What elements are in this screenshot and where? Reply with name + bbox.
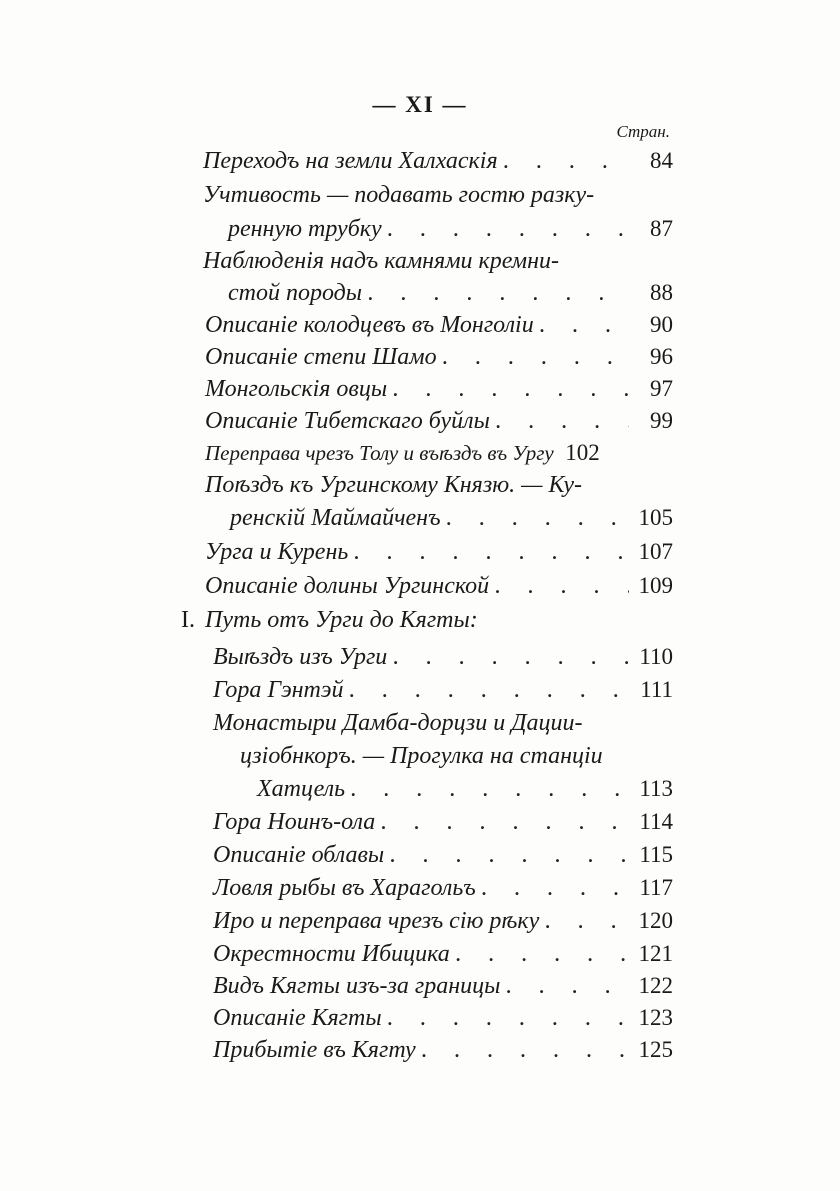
toc-entry-title: Окрестности Ибицика [213, 941, 450, 967]
toc-leader-dots [504, 145, 629, 179]
toc-entry-page: 120 [638, 908, 673, 933]
toc-leader-dots [545, 905, 629, 939]
toc-entry-title: Гора Гэнтэй [213, 677, 344, 703]
toc-entry-title: Описаніе степи Шамо [205, 344, 437, 370]
toc-entry-page: 84 [650, 148, 673, 173]
toc-entry-page: 105 [638, 505, 673, 530]
toc-leader-dots [390, 839, 629, 873]
toc-entry[interactable] [213, 838, 673, 872]
toc-leader-dots [422, 1034, 629, 1068]
toc-leader-dots [393, 373, 629, 407]
toc-leader-dots [456, 938, 629, 972]
toc-entry-page: 110 [639, 644, 673, 669]
toc-entry-title: Наблюденія надъ камнями кремни- [203, 248, 560, 274]
toc-entry[interactable] [213, 937, 673, 971]
toc-entry-title: Поѣздъ къ Ургинскому Князю. — Ку- [205, 472, 583, 498]
toc-section-heading[interactable] [181, 603, 673, 637]
toc-entry[interactable] [205, 569, 673, 603]
toc-entry-page: 123 [638, 1005, 673, 1030]
toc-entry-page: 117 [639, 875, 673, 900]
toc-entry-page: 111 [640, 677, 673, 702]
toc-entry-page: 125 [638, 1037, 673, 1062]
toc-entry-title: Выѣздъ изъ Урги [213, 644, 388, 670]
toc-entry[interactable] [205, 308, 673, 342]
toc-entry-title: Ловля рыбы въ Харагольъ [213, 875, 476, 901]
toc-leader-dots [482, 872, 629, 906]
toc-entry-title: стой породы [228, 280, 363, 306]
toc-entry-title: Иро и переправа чрезъ сію рѣку [213, 908, 540, 934]
toc-entry[interactable] [228, 276, 673, 310]
toc-entry-page: 87 [650, 216, 673, 241]
toc-leader-dots [349, 674, 629, 708]
toc-leader-dots [354, 536, 629, 570]
toc-entry-page: 115 [639, 842, 673, 867]
toc-entry-title: Прибытіе въ Кягту [213, 1037, 416, 1063]
toc-entry-title: ренскій Маймайченъ [230, 505, 441, 531]
toc-leader-dots [443, 341, 629, 375]
toc-leader-dots [495, 570, 629, 604]
section-numeral: I. [181, 607, 195, 633]
toc-entry-page: 107 [638, 539, 673, 564]
toc-entry-page: 96 [650, 344, 673, 369]
toc-entry-page: 97 [650, 376, 673, 401]
toc-entry-title: Переправа чрезъ Толу и въѣздъ въ Ургу [205, 441, 554, 465]
toc-entry-page: 114 [639, 809, 673, 834]
toc-entry-title: Видъ Кягты изъ-за границы [213, 973, 501, 999]
toc-entry-page: 102 [565, 440, 600, 465]
toc-entry[interactable] [213, 805, 673, 839]
page-number-header: — XI — [372, 92, 468, 117]
toc-entry-page: 88 [650, 280, 673, 305]
toc-entry-title: Урга и Курень [205, 539, 349, 565]
toc-entry[interactable] [205, 340, 673, 374]
toc-leader-dots [496, 405, 629, 439]
toc-entry-title: ренную трубку [228, 216, 382, 242]
toc-entry[interactable] [205, 372, 673, 406]
toc-entry-title: Монастыри Дамба-дорцзи и Дации- [213, 710, 583, 736]
toc-entry[interactable] [240, 739, 673, 773]
toc-entry[interactable] [230, 501, 673, 535]
toc-entry[interactable] [203, 144, 673, 178]
toc-entry[interactable] [213, 969, 673, 1003]
toc-entry[interactable] [213, 1033, 673, 1067]
toc-leader-dots [447, 502, 629, 536]
toc-leader-dots [368, 277, 629, 311]
toc-entry-title: Описаніе облавы [213, 842, 385, 868]
toc-entry-title: Путь отъ Урги до Кягты: [205, 607, 478, 633]
toc-entry[interactable] [213, 904, 673, 938]
toc-entry[interactable] [213, 706, 673, 740]
page-column-label: Стран. [616, 122, 670, 141]
toc-entry-title: Учтивость — подавать гостю разку- [203, 182, 595, 208]
toc-entry-page: 90 [650, 312, 673, 337]
toc-entry-title: Хатцель [257, 776, 346, 802]
toc-entry[interactable] [257, 772, 673, 806]
toc-entry-page: 113 [639, 776, 673, 801]
toc-leader-dots [381, 806, 629, 840]
toc-entry[interactable] [213, 871, 673, 905]
toc-entry-title: Описаніе Кягты [213, 1005, 382, 1031]
toc-entry[interactable] [205, 436, 673, 470]
toc-leader-dots [393, 641, 629, 675]
toc-leader-dots [388, 1002, 629, 1036]
toc-entry[interactable] [213, 673, 673, 707]
toc-leader-dots [351, 773, 629, 807]
toc-entry[interactable] [203, 244, 673, 278]
toc-entry-page: 99 [650, 408, 673, 433]
toc-entry-page: 122 [638, 973, 673, 998]
toc-entry[interactable] [228, 212, 673, 246]
toc-entry[interactable] [205, 404, 673, 438]
toc-entry-title: цзіобнкоръ. — Прогулка на станціи [240, 743, 603, 769]
toc-leader-dots [506, 970, 629, 1004]
toc-entry-page: 121 [638, 941, 673, 966]
toc-entry[interactable] [205, 468, 673, 502]
toc-entry-page: 109 [638, 573, 673, 598]
toc-entry[interactable] [213, 640, 673, 674]
toc-entry-title: Гора Ноинъ-ола [213, 809, 376, 835]
toc-entry[interactable] [203, 178, 673, 212]
toc-entry-title: Монгольскія овцы [205, 376, 388, 402]
toc-entry-title: Описаніе колодцевъ въ Монголіи [205, 312, 534, 338]
toc-entry[interactable] [213, 1001, 673, 1035]
toc-entry[interactable] [205, 535, 673, 569]
toc-entry-title: Описаніе Тибетскаго буйлы [205, 408, 490, 434]
toc-entry-title: Описаніе долины Ургинской [205, 573, 490, 599]
toc-leader-dots [540, 309, 629, 343]
toc-entry-title: Переходъ на земли Халхаскія [203, 148, 498, 174]
toc-leader-dots [388, 213, 629, 247]
